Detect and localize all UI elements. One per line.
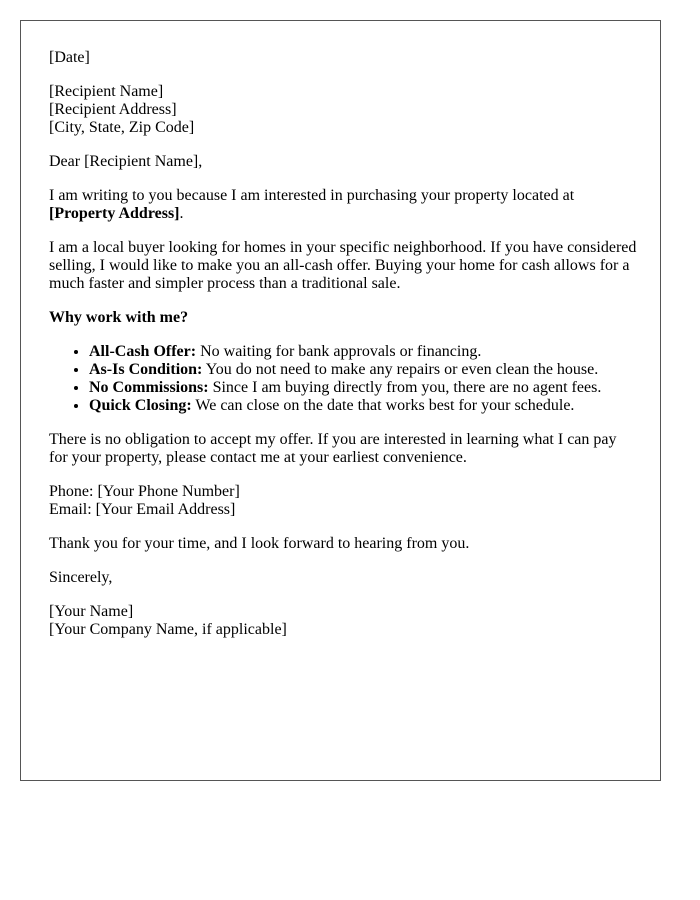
neighborhood-paragraph: I am a local buyer looking for homes in your specific neighborhood. If you have considered selling, I would like to make you an all-cash offer. Buying your home for cash allows for a much faster and simpler process than a traditional sale.: [49, 239, 637, 292]
intro-end: .: [179, 205, 184, 222]
benefit-text: We can close on the date that works best for your schedule.: [191, 397, 575, 414]
benefit-text: Since I am buying directly from you, there are no agent fees.: [208, 379, 602, 396]
recipient-city-state-zip: [City, State, Zip Code]: [49, 119, 195, 136]
signature-name: [Your Name]: [49, 603, 134, 620]
salutation: Dear [Recipient Name],: [49, 153, 203, 170]
contact-email: Email: [Your Email Address]: [49, 501, 236, 518]
benefit-title: All-Cash Offer:: [89, 343, 197, 360]
benefit-text: No waiting for bank approvals or financing.: [196, 343, 482, 360]
benefit-title: Quick Closing:: [89, 397, 192, 414]
recipient-address: [Recipient Address]: [49, 101, 177, 118]
property-address: [Property Address]: [49, 205, 180, 222]
obligation-paragraph: There is no obligation to accept my offer. If you are interested in learning what I can pay for your property, please contact me at your earliest convenience.: [49, 431, 617, 466]
letter-page: [20, 20, 661, 781]
recipient-block: [49, 83, 639, 137]
intro-text: I am writing to you because I am interested in purchasing your property located at: [49, 187, 575, 204]
signature-block: [49, 603, 639, 639]
benefit-title: No Commissions:: [89, 379, 209, 396]
benefit-item-quick-closing: [89, 397, 639, 415]
closing: Sincerely,: [49, 569, 113, 586]
why-work-heading: Why work with me?: [49, 309, 189, 326]
benefit-title: As-Is Condition:: [89, 361, 203, 378]
contact-block: [49, 483, 639, 519]
benefit-item-all-cash: [89, 343, 639, 361]
letter-date: [Date]: [49, 49, 90, 66]
contact-phone: Phone: [Your Phone Number]: [49, 483, 240, 500]
recipient-name: [Recipient Name]: [49, 83, 164, 100]
signature-company: [Your Company Name, if applicable]: [49, 621, 287, 638]
benefit-item-no-commissions: [89, 379, 639, 397]
intro-paragraph: [49, 187, 639, 223]
benefit-text: You do not need to make any repairs or even clean the house.: [202, 361, 599, 378]
benefit-item-as-is: [89, 361, 639, 379]
thanks-paragraph: Thank you for your time, and I look forward to hearing from you.: [49, 535, 470, 552]
letter-body: [49, 49, 639, 655]
benefits-list: [49, 343, 639, 415]
